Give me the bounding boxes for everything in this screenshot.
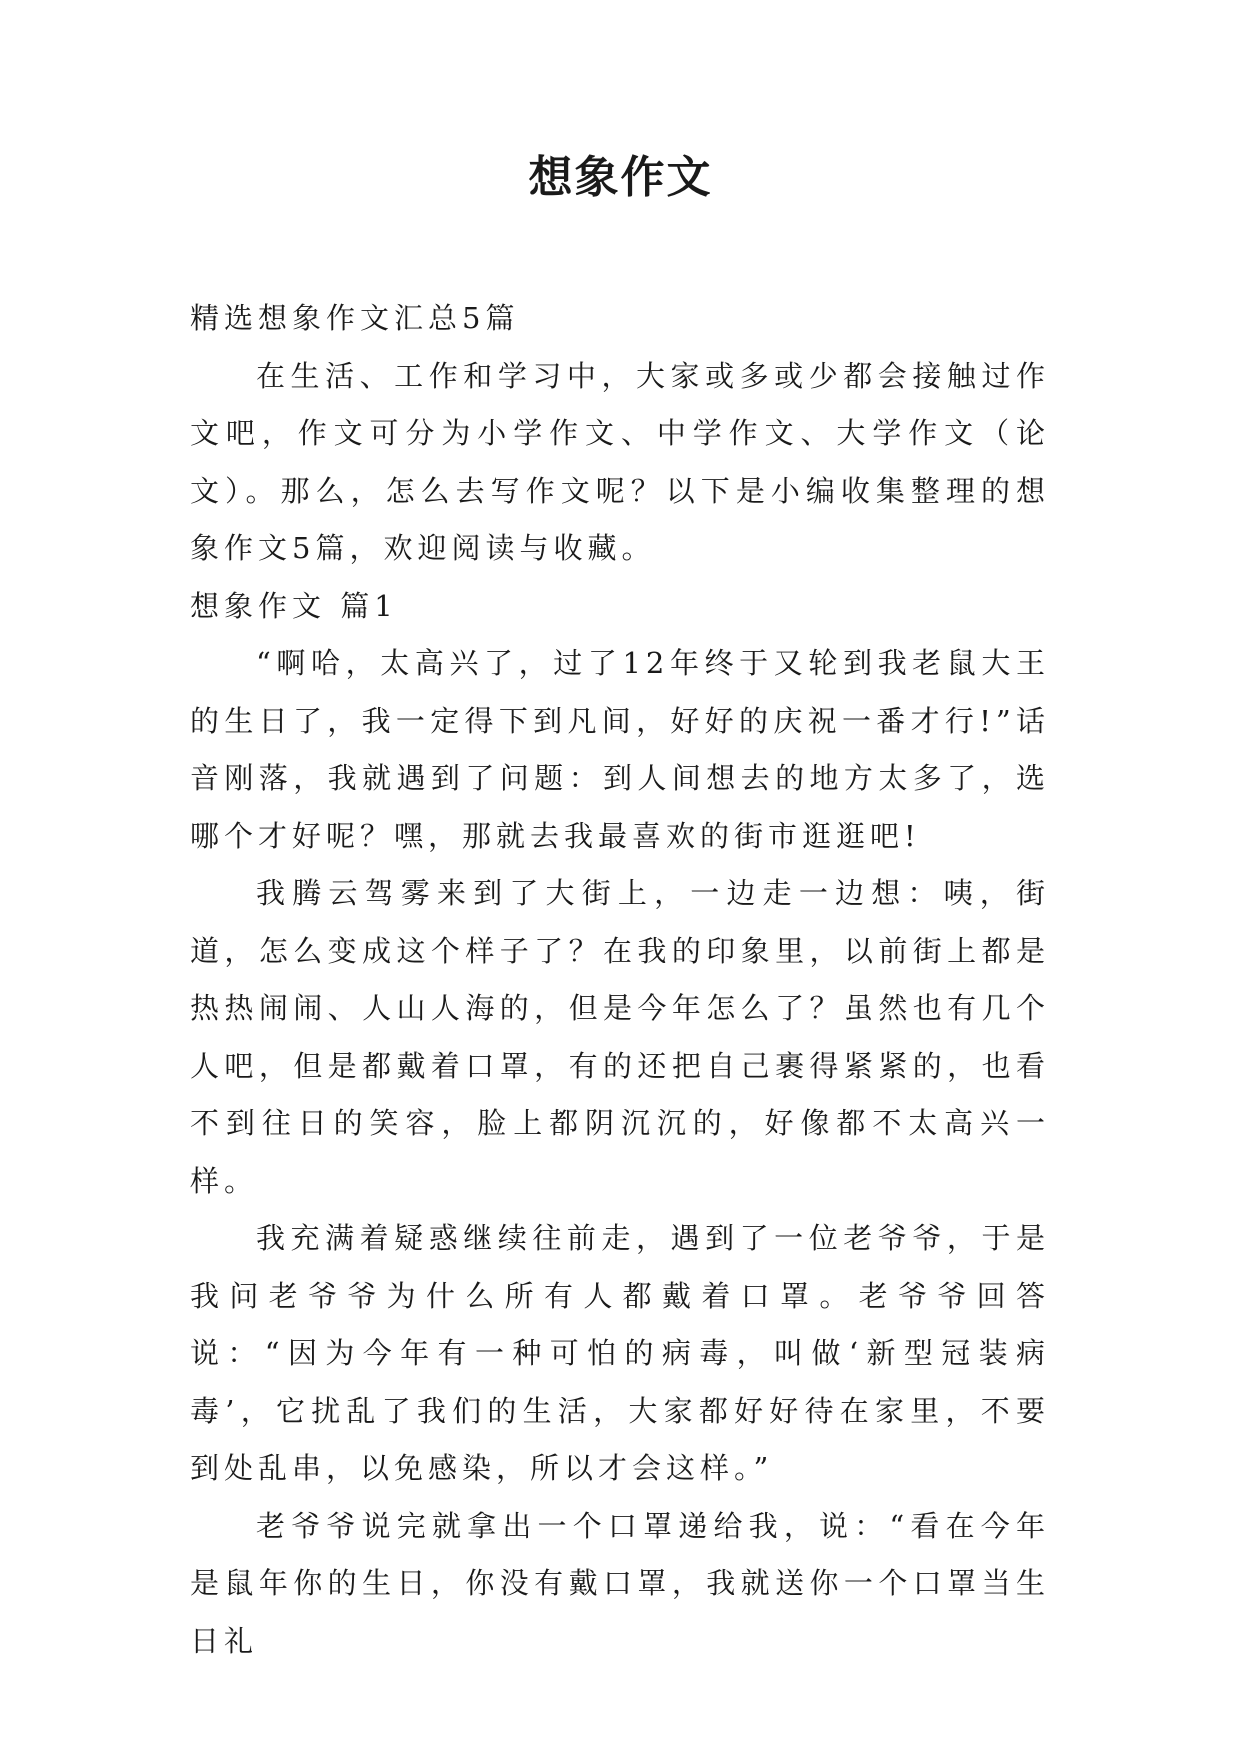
body-paragraph: 老爷爷说完就拿出一个口罩递给我，说：“看在今年是鼠年你的生日，你没有戴口罩，我就送你一个口罩当生日礼: [190, 1508, 1050, 1658]
body-paragraph: 我充满着疑惑继续往前走，遇到了一位老爷爷，于是我问老爷爷为什么所有人都戴着口罩。老爷爷回答说：“因为今年有一种可怕的病毒，叫做‘新型冠装病毒’，它扰乱了我们的生活，大家都好好待在家里，不要到处乱串，以免感染，所以才会这样。”: [190, 1221, 1050, 1485]
body-paragraph: “啊哈，太高兴了，过了12年终于又轮到我老鼠大王的生日了，我一定得下到凡间，好好的庆祝一番才行!”话音刚落，我就遇到了问题：到人间想去的地方太多了，选哪个才好呢？嘿，那就去我最喜欢的街市逛逛吧!: [190, 646, 1050, 853]
body-paragraph: 我腾云驾雾来到了大街上，一边走一边想：咦，街道，怎么变成这个样子了？在我的印象里，以前街上都是热热闹闹、人山人海的，但是今年怎么了？虽然也有几个人吧，但是都戴着口罩，有的还把自己裹得紧紧的，也看不到往日的笑容，脸上都阴沉沉的，好像都不太高兴一样。: [190, 876, 1050, 1198]
document-body: [190, 290, 1050, 1670]
section-heading: 想象作文 篇1: [190, 588, 398, 623]
intro-paragraph: 在生活、工作和学习中，大家或多或少都会接触过作文吧，作文可分为小学作文、中学作文、大学作文（论文）。那么，怎么去写作文呢？以下是小编收集整理的想象作文5篇，欢迎阅读与收藏。: [190, 358, 1050, 565]
document-title: 想象作文: [528, 152, 713, 203]
document-subtitle: 精选想象作文汇总5篇: [190, 301, 520, 335]
